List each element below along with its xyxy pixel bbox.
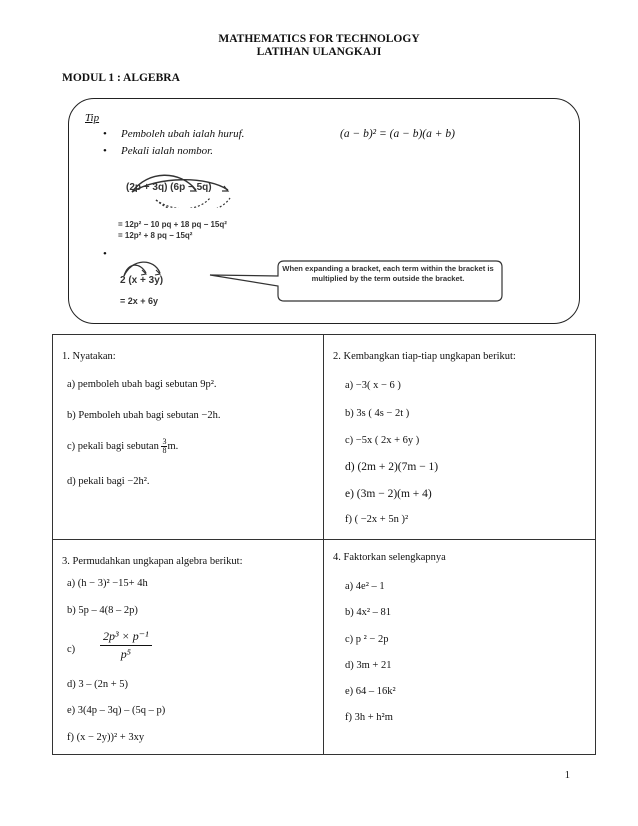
- tip-example-1-step2: = 12p² + 8 pq − 15q²: [118, 231, 193, 240]
- tip-bullet-1: • Pemboleh ubah ialah huruf.: [103, 128, 245, 140]
- q2-item-e: e) (3m − 2)(m + 4): [345, 488, 432, 500]
- q1-item-b: b) Pemboleh ubah bagi sebutan −2h.: [67, 410, 221, 421]
- q4-item-d: d) 3m + 21: [345, 660, 392, 671]
- q4-item-e: e) 64 – 16k²: [345, 686, 396, 697]
- q2-item-b: b) 3s ( 4s − 2t ): [345, 408, 410, 419]
- q3-item-d: d) 3 – (2n + 5): [67, 679, 129, 690]
- tip-formula: (a − b)² = (a − b)(a + b): [340, 128, 455, 140]
- page-number: 1: [564, 770, 570, 781]
- q3-item-c-label: c): [67, 644, 76, 655]
- document-subtitle: LATIHAN ULANGKAJI: [256, 46, 382, 58]
- q3-title: 3. Permudahkan ungkapan algebra berikut:: [62, 556, 243, 567]
- q3-item-c-fraction: $\frac{\text{2p³ × p⁻¹}}{\text{p⁵}}$: [100, 628, 152, 663]
- q1-title: 1. Nyatakan:: [62, 351, 116, 362]
- q1-item-c: c) pekali bagi sebutan $\frac{3}{8}$ m.: [67, 437, 179, 455]
- q2-title: 2. Kembangkan tiap-tiap ungkapan berikut:: [333, 351, 516, 362]
- table-column-divider: [323, 334, 324, 755]
- tip-example-1-step1: = 12p² − 10 pq + 18 pq − 15q²: [118, 220, 227, 229]
- q2-item-d: d) (2m + 2)(7m − 1): [345, 461, 439, 473]
- q3-item-f: f) (x − 2y))² + 3xy: [67, 732, 145, 743]
- q3-item-a: a) (h − 3)² −15+ 4h: [67, 578, 148, 589]
- q2-item-c: c) −5x ( 2x + 6y ): [345, 435, 420, 446]
- q2-item-a: a) −3( x − 6 ): [345, 380, 401, 391]
- q1-item-d: d) pekali bagi −2h².: [67, 476, 150, 487]
- tip-example-1-expression: (2p + 3q) (6p − 5q): [126, 182, 212, 193]
- q4-title: 4. Faktorkan selengkapnya: [333, 552, 446, 563]
- q4-item-c: c) p ² − 2p: [345, 634, 389, 645]
- bullet-icon: •: [103, 248, 107, 260]
- bullet-icon: •: [103, 128, 107, 140]
- document-title: MATHEMATICS FOR TECHNOLOGY: [218, 33, 420, 45]
- tip-example-2-result: = 2x + 6y: [120, 296, 159, 306]
- tip-bullet-2: • Pekali ialah nombor.: [103, 145, 213, 157]
- q4-item-b: b) 4x² – 81: [345, 607, 392, 618]
- table-row-divider: [52, 539, 596, 540]
- q3-item-e: e) 3(4p – 3q) – (5q – p): [67, 705, 166, 716]
- module-title: MODUL 1 : ALGEBRA: [62, 72, 180, 84]
- callout-text: When expanding a bracket, each term within the bracket is multiplied by the term outside the bracket.: [282, 264, 494, 283]
- tip-example-2-expression: 2 (x + 3y): [120, 275, 164, 286]
- q1-item-a: a) pemboleh ubah bagi sebutan 9p².: [67, 379, 217, 390]
- q4-item-f: f) 3h + h²m: [345, 712, 393, 723]
- tip-label: Tip: [85, 112, 100, 124]
- q3-item-b: b) 5p – 4(8 – 2p): [67, 605, 138, 616]
- bullet-icon: •: [103, 145, 107, 157]
- question-table: [52, 334, 596, 755]
- fraction: $\frac{3}{8}$: [162, 437, 167, 455]
- q2-item-f: f) ( −2x + 5n )²: [345, 514, 409, 525]
- q4-item-a: a) 4e² – 1: [345, 581, 385, 592]
